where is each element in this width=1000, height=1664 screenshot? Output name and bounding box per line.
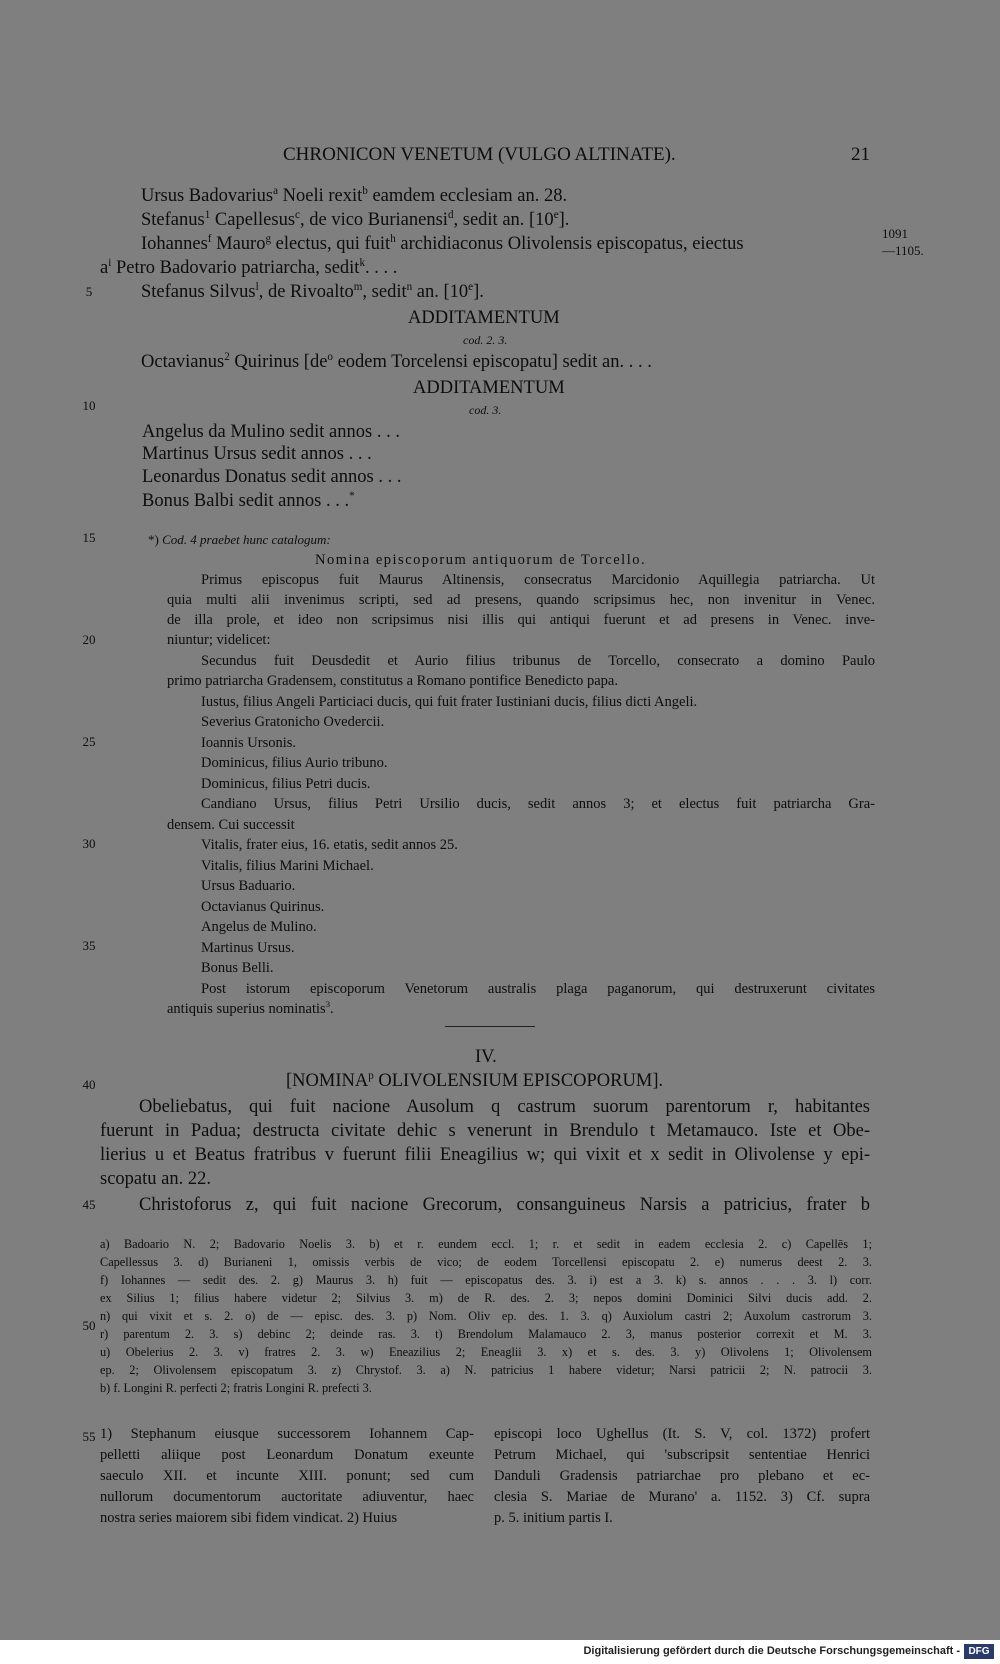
line-number: 40	[82, 1077, 96, 1092]
catalog-line: Angelus de Mulino.	[201, 919, 317, 935]
catalog-line: Ursus Baduario.	[201, 878, 296, 894]
divider	[445, 1026, 535, 1027]
catalog-line: Primus episcopus fuit Maurus Altinensis, consecratus Marcidonio Aquillegia patriarcha. Ut	[201, 572, 875, 588]
text-line: Stefanus Silvus$^l$, de Rivoalto$^m$, sedit$^n$ an. [10e].	[141, 280, 484, 302]
catalog-line: antiquis superius nominatis$^3$.	[167, 999, 334, 1017]
section-line: Christoforus z, qui fuit nacione Grecorum, consanguineus Narsis a patricius, frater b	[139, 1195, 870, 1215]
credit-text: Digitalisierung gefördert durch die Deutsche Forschungsgemeinschaft -	[583, 1645, 960, 1657]
footnote-right-line: Danduli Gradensis patriarchae pro plebano et ec-	[494, 1468, 870, 1484]
catalog-line: Octavianus Quirinus.	[201, 899, 325, 915]
line-number: 50	[82, 1318, 96, 1333]
catalog-title: Nomina episcoporum antiquorum de Torcello.	[315, 552, 647, 568]
catalog-line: Vitalis, filius Marini Michael.	[201, 858, 374, 874]
catalog-line: Bonus Belli.	[201, 960, 274, 976]
catalog-line: niuntur; videlicet:	[167, 632, 271, 648]
text-line: Leonardus Donatus sedit annos . . .	[142, 467, 402, 487]
footnote-left-line: nullorum documentorum auctoritate adiuventur, haec	[100, 1489, 474, 1505]
catalog-line: Martinus Ursus.	[201, 940, 295, 956]
margin-year: 1091	[882, 226, 908, 241]
catalog-line: Iustus, filius Angeli Particiaci ducis, qui fuit frater Iustiniani ducis, filius dicti Angeli.	[201, 694, 698, 710]
margin-year-end: —1105.	[882, 243, 924, 258]
footnote-right-line: clesia S. Mariae de Murano' a. 1152. 3) Cf. supra	[494, 1489, 870, 1505]
apparatus-line: r) parentum 2. 3. s) debinc 2; deinde ras. 3. t) Brendolum Malamauco 2. 3, manus posterior correxit et M. 3.	[100, 1327, 872, 1341]
catalog-line: de illa prole, et ideo non scripsimus nisi illis qui antiqui fuerunt et ad presens in Venec. inve-	[167, 612, 875, 628]
text-line: Ursus Badovarius$^a$ Noeli rexit$^b$ eamdem ecclesiam an. 28.	[141, 184, 568, 206]
page-number: 21	[851, 144, 870, 165]
apparatus-line: a) Badoario N. 2; Badovario Noelis 3. b) et r. eundem eccl. 1; r. et sedit in eadem ecclesia 2. c) Capellēs 1;	[100, 1237, 872, 1251]
text-line: Stefanus$^1$ Capellesus$^c$, de vico Burianensi$^d$, sedit an. [10e].	[141, 208, 570, 230]
catalog-line: Dominicus, filius Aurio tribuno.	[201, 755, 388, 771]
codex-note: cod. 2. 3.	[463, 333, 508, 347]
line-number: 35	[82, 938, 96, 953]
catalog-line: quia multi alii invenimus scripti, sed ad presens, quando scripsimus hec, non invenitur in Venec.	[167, 592, 875, 608]
apparatus-line: f) Iohannes — sedit des. 2. g) Maurus 3. h) fuit — episcopatus des. 3. i) est a 3. k) s. annos . . . 3. l) corr.	[100, 1273, 872, 1287]
catalog-line: Secundus fuit Deusdedit et Aurio filius tribunus de Torcello, consecrato a domino Paulo	[201, 653, 875, 669]
catalog-intro: *) Cod. 4 praebet hunc catalogum:	[148, 532, 331, 547]
footnote-left-line: pelletti aliique post Leonardum Donatum exeunte	[100, 1447, 474, 1463]
apparatus-line: ex Silius 1; filius habere videtur 2; Silvius 3. m) de R. des. 2. 3; nepos domini Dominici Silvi ducis add. 2.	[100, 1291, 872, 1305]
apparatus-line: u) Obelerius 2. 3. v) fratres 2. 3. w) Eneazilius 2; Eneaglii 3. x) et s. des. 3. y) Olivolens 1; Olivolensem	[100, 1345, 872, 1359]
apparatus-line: n) qui vixit et s. 2. o) de — episc. des. 3. p) Nom. Oliv ep. des. 1. 3. q) Auxiolum castri 2; Auxolum castrorum 3.	[100, 1309, 872, 1323]
additamentum-heading: ADDITAMENTUM	[408, 308, 560, 328]
section-numeral: IV.	[475, 1047, 497, 1067]
catalog-line: Ioannis Ursonis.	[201, 735, 297, 751]
section-line: lierius u et Beatus fratribus v fuerunt filii Eneagilius w; qui vixit et x sedit in Olivolense y epi-	[100, 1145, 870, 1165]
codex-note: cod. 3.	[469, 403, 502, 417]
catalog-line: Dominicus, filius Petri ducis.	[201, 776, 371, 792]
section-line: Obeliebatus, qui fuit nacione Ausolum q castrum suorum parentorum r, habitantes	[139, 1097, 870, 1117]
line-number: 5	[85, 284, 93, 299]
line-number: 15	[82, 530, 96, 545]
footnote-right-line: Petrum Michael, qui 'subscripsit sententiae Henrici	[494, 1447, 870, 1463]
catalog-line: Vitalis, frater eius, 16. etatis, sedit annos 25.	[201, 837, 458, 853]
apparatus-line: b) f. Longini R. perfecti 2; fratris Longini R. prefecti 3.	[100, 1381, 372, 1395]
apparatus-line: Capellessus 3. d) Burianeni 1, omissis verbis de vico; de eodem Torcellensi episcopatu 2. e) numerus deest 2. 3.	[100, 1255, 872, 1269]
footnote-right-line: episcopi loco Ughellus (It. S. V, col. 1372) profert	[494, 1426, 870, 1442]
text-line: Octavianus$^2$ Quirinus [$de^o$ eodem Torcelensi episcopatu] sedit an. . . .	[141, 350, 652, 372]
text-line: Bonus Balbi sedit annos . . .*	[142, 489, 355, 511]
line-number: 45	[82, 1197, 96, 1212]
credit-bar	[0, 1640, 1000, 1664]
section-title: [NOMINA$^p$ OLIVOLENSIUM EPISCOPORUM].	[286, 1069, 664, 1091]
footnote-left-line: nostra series maiorem sibi fidem vindicat. 2) Huius	[100, 1510, 398, 1526]
catalog-line: Candiano Ursus, filius Petri Ursilio ducis, sedit annos 3; et electus fuit patriarcha Gra-	[201, 796, 875, 812]
running-title: CHRONICON VENETUM (VULGO ALTINATE).	[283, 144, 676, 165]
text-line: Martinus Ursus sedit annos . . .	[142, 444, 372, 464]
text-line: $a^i$ Petro Badovario patriarcha, sedit$^k$. . . .	[100, 256, 398, 278]
catalog-line: densem. Cui successit	[167, 817, 295, 833]
catalog-line: primo patriarcha Gradensem, constitutus a Romano pontifice Benedicto papa.	[167, 673, 618, 689]
line-number: 30	[82, 836, 96, 851]
catalog-line: Post istorum episcoporum Venetorum australis plaga paganorum, qui destruxerunt civitates	[201, 981, 875, 997]
footnote-left-line: 1) Stephanum eiusque successorem Iohannem Cap-	[100, 1426, 474, 1442]
text-line: Angelus da Mulino sedit annos . . .	[142, 422, 400, 442]
footnote-left-line: saeculo XII. et incunte XIII. ponunt; sed cum	[100, 1468, 474, 1484]
additamentum-heading: ADDITAMENTUM	[413, 378, 565, 398]
line-number: 55	[82, 1429, 96, 1444]
footnote-right-line: p. 5. initium partis I.	[494, 1510, 613, 1526]
section-line: scopatu an. 22.	[100, 1169, 211, 1189]
dfg-logo: DFG	[964, 1644, 994, 1659]
section-line: fuerunt in Padua; destructa civitate dehic s venerunt in Brendulo t Metamauco. Iste et Obe-	[100, 1121, 870, 1141]
apparatus-line: ep. 2; Olivolensem episcopatum 3. z) Chrystof. 3. a) N. patricius 1 habere videtur; Narsi patricii 2; N. patrocii 3.	[100, 1363, 872, 1377]
text-line: Iohannes$^f$ Mauro$^g$ electus, qui fuit$^h$ archidiaconus Olivolensis episcopatus, eiectus	[141, 232, 744, 254]
line-number: 20	[82, 632, 96, 647]
line-number: 10	[82, 398, 96, 413]
catalog-line: Severius Gratonicho Ovedercii.	[201, 714, 385, 730]
line-number: 25	[82, 734, 96, 749]
